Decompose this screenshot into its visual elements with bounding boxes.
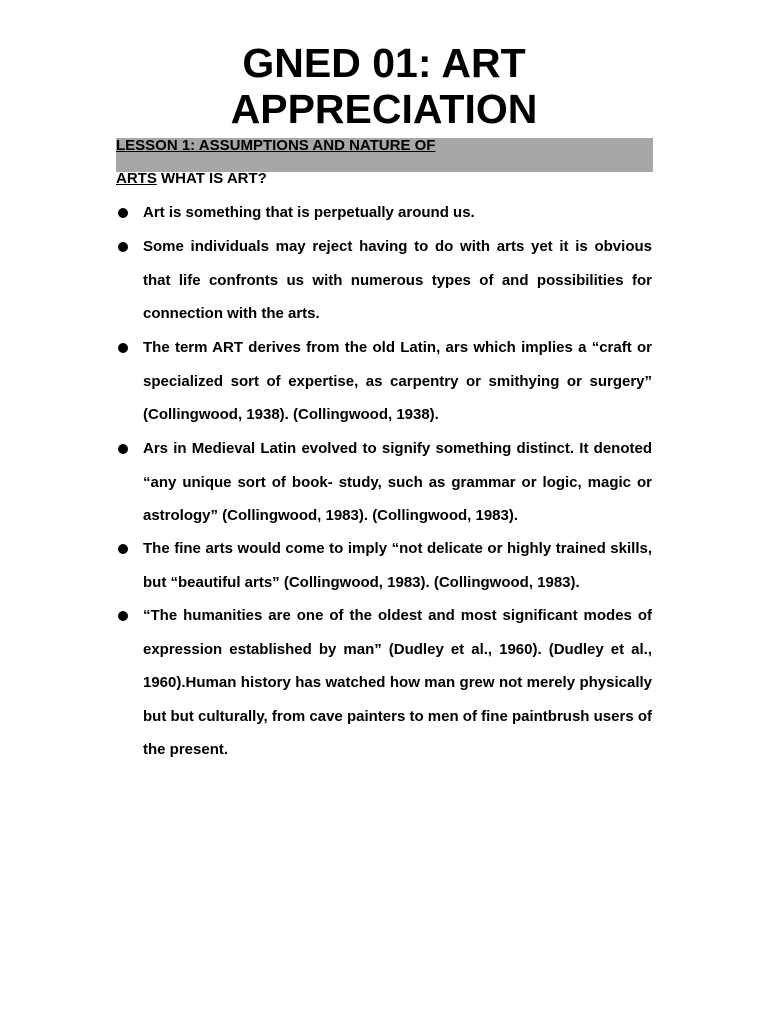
bullet-dot-icon	[118, 343, 128, 353]
bullet-dot-icon	[118, 208, 128, 218]
bullet-text: The term ART derives from the old Latin, ars which implies a “craft or specialized sort of expertise, as carpentry or smithying or surgery” (Collingwood, 1938). (Collingwood, 1938).	[143, 339, 652, 424]
bullet-text: Art is something that is perpetually around us.	[143, 204, 475, 221]
bullet-text: Ars in Medieval Latin evolved to signify something distinct. It denoted “any unique sort of book- study, such as grammar or logic, magic or astrology” (Collingwood, 1983). (Collingwood, 1983).	[143, 440, 652, 525]
bullet-text: Some individuals may reject having to do with arts yet it is obvious that life confronts us with numerous types of and possibilities for connection with the arts.	[143, 238, 652, 323]
bullet-dot-icon	[118, 242, 128, 252]
bullet-dot-icon	[118, 611, 128, 621]
bullet-dot-icon	[118, 444, 128, 454]
lesson-heading-continuation: ARTS	[116, 170, 157, 187]
bullet-text: The fine arts would come to imply “not delicate or highly trained skills, but “beautiful arts” (Collingwood, 1983). (Collingwood, 1983).	[143, 540, 652, 591]
lesson-heading: LESSON 1: ASSUMPTIONS AND NATURE OF	[116, 137, 436, 154]
title-line-2: APPRECIATION	[230, 86, 538, 132]
title-line-1: GNED 01: ART	[242, 40, 526, 86]
section-subheading: WHAT IS ART?	[156, 170, 267, 187]
bullet-text: “The humanities are one of the oldest and most significant modes of expression established by man” (Dudley et al., 1960). (Dudley et al., 1960).Human history has watched how man grew not merely physically but but culturally, from cave painters to men of fine paintbrush users of the present.	[143, 607, 652, 759]
bullet-dot-icon	[118, 544, 128, 554]
